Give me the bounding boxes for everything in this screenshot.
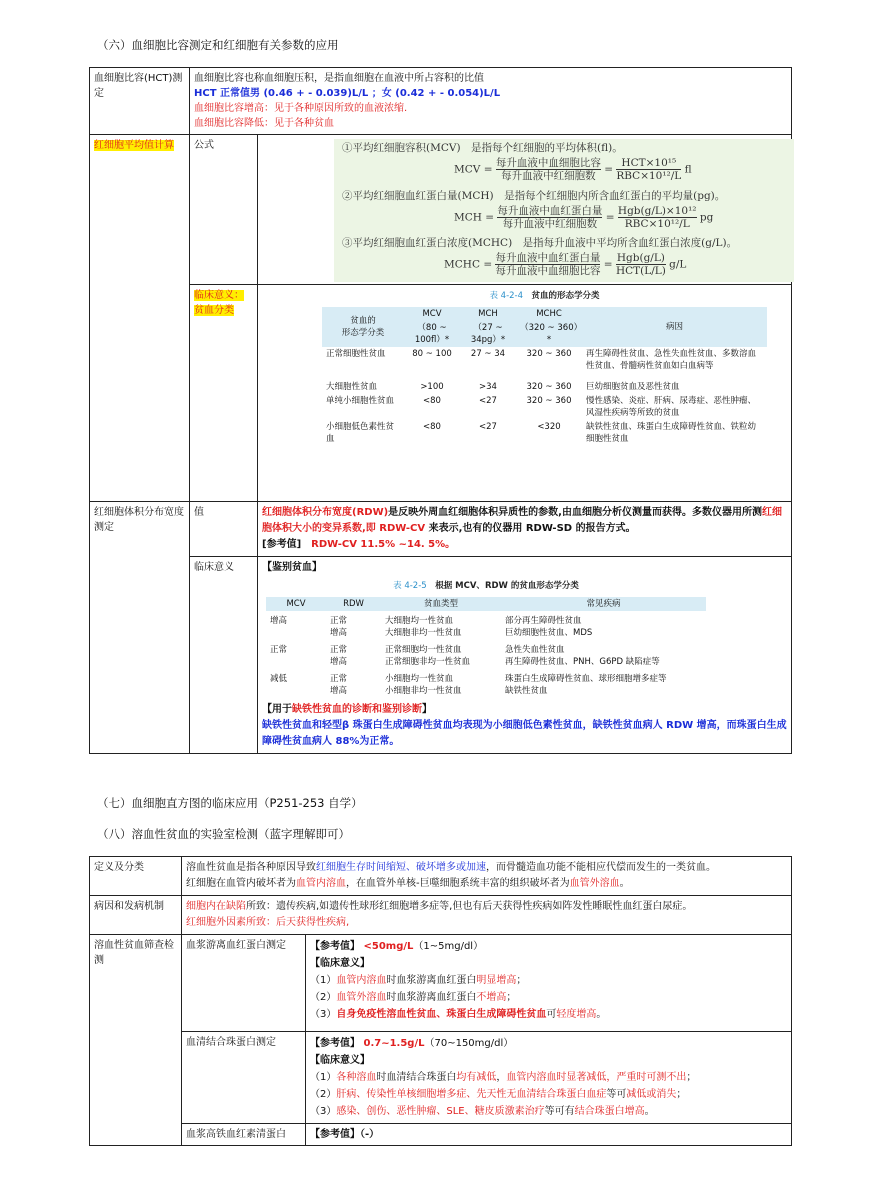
mch-lhs: MCH = — [454, 211, 495, 224]
rdw-disease: 珠蛋白生成障碍性贫血、球形细胞增多症等 — [505, 674, 667, 684]
rdw-clinical-row — [90, 557, 792, 754]
t1-l3-c: 可 — [546, 1009, 557, 1020]
rdw-value-row — [90, 502, 792, 557]
mcv-rnum: HCT×10¹⁵ — [616, 157, 681, 170]
rdw-label: 红细胞体积分布宽度测定 — [90, 502, 190, 754]
rdw-caption-text: 根据 MCV、RDW 的贫血形态学分类 — [435, 581, 579, 591]
t1-l2-c: 时血浆游离血红蛋白 — [386, 992, 477, 1003]
def2-d: 血管外溶血 — [569, 878, 620, 889]
hct-normal-value: HCT 正常值男 (0.46 + - 0.039)L/L ；女 (0.42 + - 0.054)L/L — [194, 88, 501, 99]
mcv-formula: MCV = 每升血液中血细胞比容 每升血液中红细胞数 = HCT×10¹⁵ RBC×10¹²/L fl — [454, 157, 692, 182]
rdw-val: 正常 — [330, 674, 348, 684]
rdw-type: 大细胞均一性贫血 — [385, 616, 454, 626]
t2-l3-c: 等可有 — [544, 1106, 575, 1117]
morphology-caption-text: 贫血的形态学分类 — [531, 291, 600, 301]
t2-l1-g: ； — [686, 1072, 697, 1083]
t1-ref-pre: 【参考值】 — [310, 941, 360, 952]
def1-c: ，而骨髓造血功能不能相应代偿而发生的一类贫血。 — [486, 862, 716, 873]
rdw-class-table — [266, 597, 706, 698]
rdw-val: 正常 — [330, 616, 348, 626]
t2-ref-post: （70~150mg/dl） — [424, 1038, 514, 1049]
rbc-params-table — [89, 67, 792, 754]
rdw-disease: 急性失血性贫血 — [505, 645, 565, 655]
formula-image — [334, 139, 794, 282]
rdw-type: 大细胞非均一性贫血 — [385, 628, 462, 638]
rdw-disease: 巨幼细胞性贫血、MDS — [505, 628, 593, 638]
morph-mch: <27 — [479, 422, 497, 432]
mch-num: 每升血液中血红蛋白量 — [497, 205, 603, 217]
rdw-desc-1: 是反映外周血红细胞体积异质性的参数,由血细胞分析仪测量而获得。多数仪器用所测 — [388, 507, 762, 518]
morph-type: 小细胞低色素性贫血 — [326, 422, 395, 444]
mch-den: 每升血液中红细胞数 — [502, 218, 598, 230]
def2-a: 红细胞在血管内破坏者为 — [186, 878, 296, 889]
t1-ref-post: （1~5mg/dl） — [413, 941, 484, 952]
table-row — [266, 611, 706, 640]
morph-h-type-a: 贫血的 — [350, 316, 376, 326]
morph-cause: 再生障碍性贫血、急性失血性贫血、多数溶血性贫血、骨髓病性贫血如白血病等 — [586, 349, 757, 371]
def2-c: ，在血管外单核-巨噬细胞系统丰富的组织破坏者为 — [346, 878, 570, 889]
rdw-cv-term: 红细胞体积大小的变异系数,即 RDW-CV — [262, 507, 782, 534]
rdw-type: 正常细胞非均一性贫血 — [385, 657, 471, 667]
table-row — [322, 347, 767, 373]
t2-l2-d: 减低或消失 — [626, 1089, 677, 1100]
anemia-class-label: 贫血分类 — [194, 305, 234, 316]
use-post: 】 — [422, 704, 432, 715]
table-row — [266, 669, 706, 698]
rdw-val: 增高 — [330, 628, 348, 638]
rdw-type: 小细胞均一性贫血 — [385, 674, 454, 684]
morph-mchc: 320 ~ 360 — [526, 396, 572, 406]
mchc-den: 每升血液中血细胞比容 — [495, 265, 601, 277]
use-desc: 缺铁性贫血和轻型β 珠蛋白生成障碍性贫血均表现为小细胞低色素性贫血，缺铁性贫血病人 RDW 增高，而珠蛋白生成障碍性贫血病人 88%为正常。 — [262, 720, 787, 747]
rdw-ref-label: [参考值] — [262, 539, 302, 550]
morph-h-mch: MCH — [460, 307, 516, 321]
morph-h-mchc: MCHC — [516, 307, 582, 321]
rdw-term: 红细胞体积分布宽度(RDW) — [262, 507, 389, 518]
rdw-table-figure — [266, 578, 706, 698]
rdw-mcv: 增高 — [270, 616, 288, 626]
mch-unit: pg — [699, 211, 714, 224]
mchc-num: 每升血液中血红蛋白量 — [495, 252, 601, 264]
mch-rnum: Hgb(g/L)×10¹² — [617, 205, 697, 217]
morph-cause: 缺铁性贫血、珠蛋白生成障碍性贫血、铁粒幼细胞性贫血 — [586, 422, 757, 444]
morphology-caption-no: 表 4-2-4 — [489, 291, 524, 301]
rdw-h-type: 贫血类型 — [381, 597, 501, 611]
rdw-disease: 再生障碍性贫血、PNH、G6PD 缺陷症等 — [505, 657, 660, 667]
rdw-h-disease: 常见疾病 — [501, 597, 706, 611]
t2-l3-b: 感染、创伤、恶性肿瘤、SLE、糖皮质激素治疗 — [336, 1106, 545, 1117]
morph-s-mchc: （320 ~ 360）* — [516, 321, 582, 347]
rdw-h-rdw: RDW — [326, 597, 381, 611]
morph-cause: 巨幼细胞贫血及恶性贫血 — [586, 382, 680, 392]
t1-l2-b: 血管外溶血 — [336, 992, 387, 1003]
def-label: 定义及分类 — [90, 857, 182, 896]
mchc-formula: MCHC = 每升血液中血红蛋白量 每升血液中血细胞比容 = Hgb(g/L) HCT(L/L) g/L — [444, 252, 687, 277]
t2-l1-c: 时血清结合珠蛋白 — [376, 1072, 457, 1083]
rdw-ref-value: RDW-CV 11.5% ~14. 5%。 — [311, 539, 456, 550]
screen-row-1 — [90, 935, 792, 1032]
section-6-title: （六）血细胞比容测定和红细胞有关参数的应用 — [97, 38, 339, 52]
rdw-type: 小细胞非均一性贫血 — [385, 686, 462, 696]
t2-l2-e: ； — [676, 1089, 687, 1100]
t2-l1-f: 血管内溶血时显著减低，严重时可测不出 — [506, 1072, 687, 1083]
rdw-h-mcv: MCV — [266, 597, 326, 611]
morph-type: 单纯小细胞性贫血 — [326, 396, 395, 406]
diag-title: 【鉴别贫血】 — [262, 562, 322, 573]
t1-l1-d: 明显增高 — [476, 975, 517, 986]
morph-mch: 27 ~ 34 — [470, 349, 506, 359]
hemolytic-table — [89, 856, 792, 1146]
t1-l3-a: （3） — [310, 1009, 337, 1020]
t1-l1-a: （1） — [310, 975, 337, 986]
table-row — [322, 420, 767, 446]
t1-clin: 【临床意义】 — [310, 958, 370, 969]
t3-ref: 【参考值】（-） — [306, 1124, 792, 1146]
t1-l1-c: 时血浆游离血红蛋白 — [386, 975, 477, 986]
section-8-title: （八）溶血性贫血的实验室检测（蓝字理解即可） — [97, 827, 350, 841]
table-row — [266, 640, 706, 669]
rdw-mcv: 正常 — [270, 645, 288, 655]
mchc-rnum: Hgb(g/L) — [616, 252, 665, 264]
t2-l3-e: 。 — [644, 1106, 655, 1117]
rdw-mcv: 减低 — [270, 674, 288, 684]
mch-rden: RBC×10¹²/L — [624, 218, 690, 230]
mchc-unit: g/L — [669, 258, 687, 271]
mchc-rden: HCT(L/L) — [615, 265, 666, 277]
morph-mchc: 320 ~ 360 — [526, 349, 572, 359]
definition-row — [90, 857, 792, 896]
morphology-caption — [322, 289, 767, 304]
pathogenesis-row — [90, 896, 792, 935]
mcv-rden: RBC×10¹²/L — [616, 170, 682, 182]
morph-mcv: >100 — [420, 382, 444, 392]
section-7-title: （七）血细胞直方图的临床应用（P251-253 自学） — [97, 796, 363, 810]
mchc-title: ③平均红细胞血红蛋白浓度(MCHC) 是指每升血液中平均所含血红蛋白浓度(g/L)。 — [342, 237, 738, 249]
morph-type: 正常细胞性贫血 — [326, 349, 386, 359]
t1-l3-e: 。 — [596, 1009, 607, 1020]
morphology-table-figure — [322, 289, 767, 446]
screen-row-3 — [90, 1124, 792, 1146]
path-label: 病因和发病机制 — [90, 896, 182, 935]
t2-l1-e: ， — [496, 1072, 507, 1083]
t2-l3-a: （3） — [310, 1106, 337, 1117]
t2-l2-a: （2） — [310, 1089, 337, 1100]
t2-l3-d: 结合珠蛋白增高 — [574, 1106, 645, 1117]
path1-b: 所致：遗传疾病,如遗传性球形红细胞增多症等,但也有后天获得性疾病如阵发性睡眠性血红蛋白尿症。 — [246, 901, 693, 912]
mcv-title: ①平均红细胞容积(MCV) 是指每个红细胞的平均体积(fl)。 — [342, 142, 623, 154]
morph-h-mcv: MCV — [404, 307, 460, 321]
morph-h-cause: 病因 — [582, 307, 767, 347]
morphology-table — [322, 307, 767, 446]
mcv-num: 每升血液中血细胞比容 — [495, 157, 601, 169]
t1-l2-d: 不增高 — [476, 992, 507, 1003]
t2-clin: 【临床意义】 — [310, 1055, 370, 1066]
avg-label: 红细胞平均值计算 — [94, 140, 174, 151]
t1-l3-b: 自身免疫性溶血性贫血、珠蛋白生成障碍性贫血 — [336, 1009, 547, 1020]
hct-decrease: 血细胞比容降低：见于各种贫血 — [194, 118, 334, 129]
t1-ref-red: <50mg/L — [363, 941, 414, 952]
clinical-significance-label: 临床意义： — [194, 290, 244, 301]
t1-l1-b: 血管内溶血 — [336, 975, 387, 986]
morph-type: 大细胞性贫血 — [326, 382, 378, 392]
use-red: 缺铁性贫血的诊断和鉴别诊断 — [292, 704, 422, 715]
rdw-disease: 部分再生障碍性贫血 — [505, 616, 582, 626]
hct-row — [90, 68, 792, 135]
mcv-den: 每升血液中红细胞数 — [501, 170, 596, 182]
formula-label: 公式 — [190, 135, 258, 285]
table-row — [322, 373, 767, 394]
t2-l1-b: 各种溶血 — [336, 1072, 377, 1083]
rdw-value-label: 值 — [190, 502, 258, 557]
t1-l3-d: 轻度增高 — [556, 1009, 597, 1020]
morph-mchc: <320 — [537, 422, 561, 432]
hct-increase: 血细胞比容增高：见于各种原因所致的血液浓缩. — [194, 103, 408, 114]
rdw-disease: 缺铁性贫血 — [505, 686, 548, 696]
hct-label: 血细胞比容(HCT)测定 — [90, 68, 190, 135]
rdw-val: 正常 — [330, 645, 348, 655]
path1-a: 细胞内在缺陷 — [186, 901, 246, 912]
def1-a: 溶血性贫血是指各种原因导致 — [186, 862, 316, 873]
test3-name: 血浆高铁血红素清蛋白 — [182, 1124, 306, 1146]
rdw-clinical-label: 临床意义 — [190, 557, 258, 754]
use-title — [262, 702, 787, 718]
morph-mchc: 320 ~ 360 — [526, 382, 572, 392]
rdw-caption-no: 表 4-2-5 — [393, 581, 427, 591]
path2-a: 红细胞外因素 — [186, 917, 246, 928]
hct-definition: 血细胞比容也称血细胞压积，是指血细胞在血液中所占容积的比值 — [194, 73, 484, 84]
t2-l2-b: 肝病、传染性单核细胞增多症、先天性无血清结合珠蛋白血症 — [336, 1089, 607, 1100]
screen-label: 溶血性贫血筛查检测 — [90, 935, 182, 1146]
mchc-lhs: MCHC = — [444, 258, 493, 271]
screen-row-2 — [90, 1032, 792, 1124]
mcv-unit: fl — [684, 163, 692, 176]
def1-b: 红细胞生存时间缩短、破坏增多或加速 — [316, 862, 486, 873]
t1-l2-e: ； — [506, 992, 517, 1003]
rdw-caption — [266, 578, 706, 594]
def2-b: 血管内溶血 — [296, 878, 346, 889]
mch-formula: MCH = 每升血液中血红蛋白量 每升血液中红细胞数 = Hgb(g/L)×10¹² RBC×10¹²/L pg — [454, 205, 714, 230]
morph-cause: 慢性感染、炎症、肝病、尿毒症、恶性肿瘤、风湿性疾病等所致的贫血 — [586, 396, 757, 418]
morph-mcv: <80 — [423, 396, 441, 406]
morph-mcv: <80 — [423, 422, 441, 432]
morph-mch: >34 — [479, 382, 497, 392]
morph-h-type-b: 形态学分类 — [341, 328, 385, 338]
rdw-type: 正常细胞均一性贫血 — [385, 645, 462, 655]
morph-mcv: 80 ~ 100 — [412, 349, 452, 359]
rdw-val: 增高 — [330, 686, 348, 696]
avg-formula-row — [90, 135, 792, 285]
test2-name: 血清结合珠蛋白测定 — [182, 1032, 306, 1124]
t1-l1-e: ； — [516, 975, 527, 986]
anemia-class-row — [90, 285, 792, 502]
mcv-lhs: MCV = — [454, 163, 493, 176]
mch-title: ②平均红细胞血红蛋白量(MCH) 是指每个红细胞内所含血红蛋白的平均量(pg)。 — [342, 190, 726, 202]
t2-l1-d: 均有减低 — [456, 1072, 497, 1083]
morph-s-mch: （27 ~ 34pg）* — [460, 321, 516, 347]
test1-name: 血浆游离血红蛋白测定 — [182, 935, 306, 1032]
rdw-val: 增高 — [330, 657, 348, 667]
t2-l1-a: （1） — [310, 1072, 337, 1083]
t2-l2-c: 等可 — [606, 1089, 627, 1100]
path2-b: 所致：后天获得性疾病, — [246, 917, 350, 928]
morph-s-mcv: （80 ~ 100fl）* — [404, 321, 460, 347]
use-pre: 【用于 — [262, 704, 292, 715]
table-row — [322, 394, 767, 420]
def2-e: 。 — [619, 878, 630, 889]
t2-ref-pre: 【参考值】 — [310, 1038, 360, 1049]
t2-ref-red: 0.7~1.5g/L — [363, 1038, 425, 1049]
rdw-desc-2: 来表示,也有的仪器用 RDW-SD 的报告方式。 — [425, 523, 636, 534]
morph-mch: <27 — [479, 396, 497, 406]
t1-l2-a: （2） — [310, 992, 337, 1003]
